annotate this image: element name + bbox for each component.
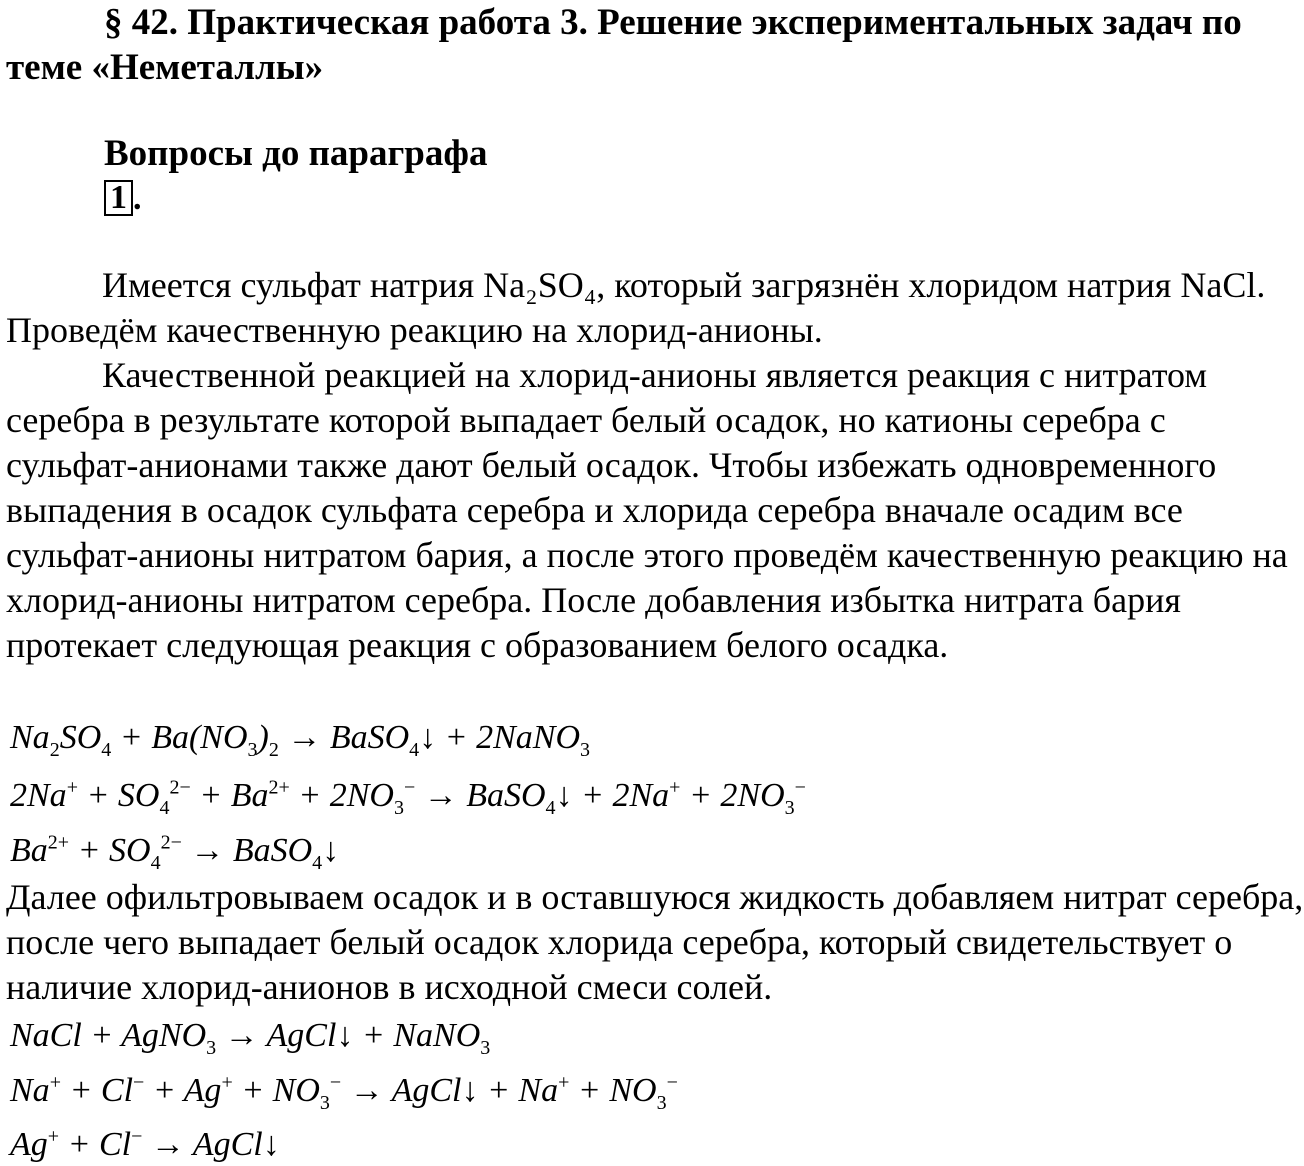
paragraph-intro: Имеется сульфат натрия Na₂SO₄, который загрязнён хлоридом натрия NaCl. Проведём качественную реакцию на хлорид-анионы. — [6, 265, 1266, 350]
section-heading: Вопросы до параграфа — [104, 133, 488, 174]
equation-short-ionic-2: Ag+ + Cl− → AgCl↓ — [10, 1125, 280, 1163]
paragraph-method: Качественной реакцией на хлорид-анионы является реакция с нитратом серебра в результате которой выпадает белый осадок, но катионы серебра с сульфат-анионами также дают белый осадок. Чтобы избежать одновременного выпадения в осадок сульфата серебра и хлорида серебра вначале осадим все сульфат-анионы нитратом бария, а после этого проведём качественную реакцию на хлорид-анионы нитратом серебра. После добавления избытка нитрата бария протекает следующая реакция с образованием белого осадка. — [6, 355, 1288, 665]
equation-full-ionic-1: $2Na^+ + SO_4^{2-} + Ba^{2+} + 2NO_3^-$ → BaSO$_4$↓ + $2Na^+ + 2NO_3^-$ — [10, 776, 806, 819]
question-number-box: 1 — [104, 180, 133, 216]
question-number-dot: . — [133, 180, 142, 217]
equation-molecular-1: $Na_2SO_4 + Ba(NO_3)_2$ → BaSO$_4$↓ + 2NaNO$_3$ — [10, 719, 591, 761]
question-number — [104, 180, 142, 216]
equation-short-ionic-1: $Ba^{2+} + SO_4^{2-}$ → BaSO$_4$↓ — [10, 831, 340, 874]
page-title: § 42. Практическая работа 3. Решение экспериментальных задач по теме «Неметаллы» — [6, 2, 1242, 88]
paragraph-conclusion: Далее офильтровываем осадок и в оставшуюся жидкость добавляем нитрат серебра, после чего выпадает белый осадок хлорида серебра, который свидетельствует о наличие хлорид-анионов в исходной смеси солей. — [6, 877, 1304, 1007]
equation-full-ionic-2: $Na^+ + Cl^- + Ag^+ + NO_3^-$ → AgCl↓ + $Na^+ + NO_3^-$ — [10, 1071, 678, 1114]
equation-molecular-2: NaCl + AgNO$_3$ → AgCl↓ + NaNO$_3$ — [10, 1017, 491, 1059]
